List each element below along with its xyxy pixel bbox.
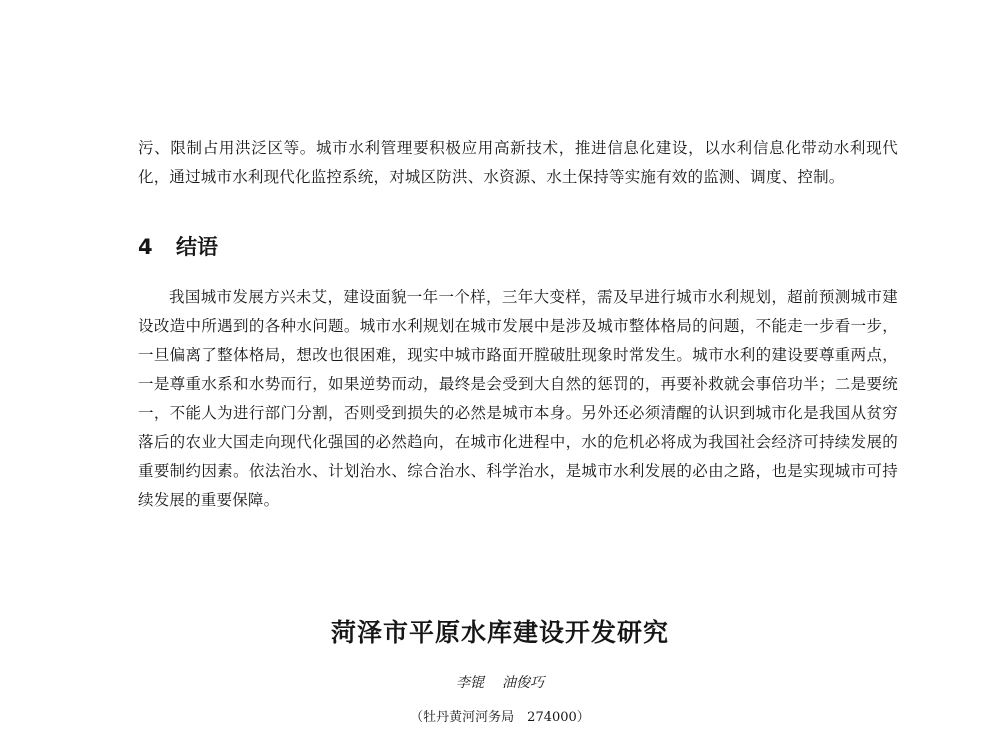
section-title: 结语 <box>176 235 218 259</box>
conclusion-paragraph-block <box>138 283 898 515</box>
conclusion-paragraph: 我国城市发展方兴未艾，建设面貌一年一个样，三年大变样，需及早进行城市水利规划，超前预测城市建设改造中所遇到的各种水问题。城市水利规划在城市发展中是涉及城市整体格局的问题，不能走一步看一步，一旦偏离了整体格局，想改也很困难，现实中城市路面开膛破肚现象时常发生。城市水利的建设要尊重两点，一是尊重水系和水势而行，如果逆势而动，最终是会受到大自然的惩罚的，再要补救就会事倍功半；二是要统一，不能人为进行部门分割，否则受到损失的必然是城市本身。另外还必须清醒的认识到城市化是我国从贫穷落后的农业大国走向现代化强国的必然趋向，在城市化进程中，水的危机必将成为我国社会经济可持续发展的重要制约因素。依法治水、计划治水、综合治水、科学治水，是城市水利发展的必由之路，也是实现城市可持续发展的重要保障。 <box>138 288 898 509</box>
next-article-title: 菏泽市平原水库建设开发研究 <box>330 618 669 647</box>
continuation-paragraph: 污、限制占用洪泛区等。城市水利管理要积极应用高新技术，推进信息化建设，以水利信息化带动水利现代化，通过城市水利现代化监控系统，对城区防洪、水资源、水土保持等实施有效的监测、调度、控制。 <box>138 139 898 186</box>
continuation-paragraph-block <box>138 134 898 192</box>
section-number: 4 <box>138 235 153 259</box>
next-article-affiliation: （牡丹黄河河务局 274000） <box>410 710 590 725</box>
section-heading <box>138 232 218 262</box>
author-name: 油俊巧 <box>502 675 544 691</box>
author-name: 李锟 <box>456 675 484 691</box>
next-article-authors <box>0 672 1000 694</box>
